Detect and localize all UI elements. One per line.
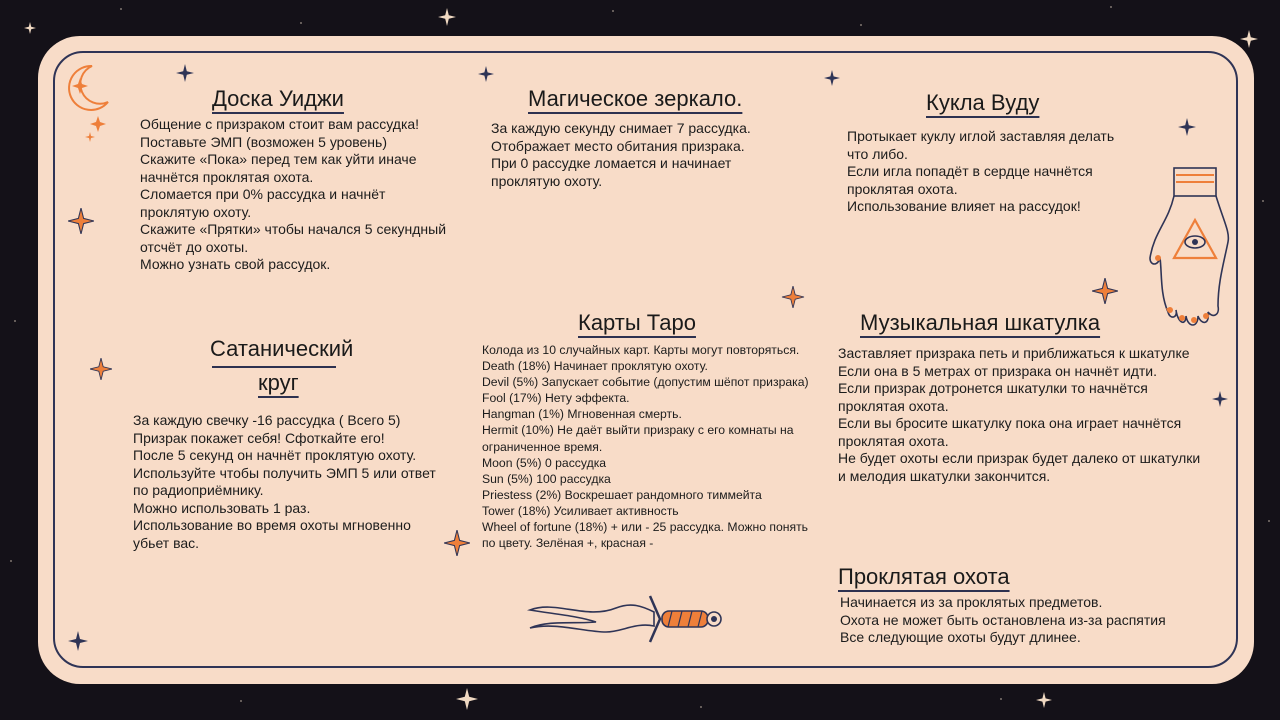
guide-card	[38, 36, 1254, 684]
tarot-line: Tower (18%) Усиливает активность	[482, 503, 679, 518]
cursed-hunt-title: Проклятая охота	[838, 564, 1010, 589]
musicbox-line: Заставляет призрака петь и приближаться к шкатулке	[838, 345, 1190, 361]
sparkle-icon	[1036, 692, 1052, 708]
tarot-line: Sun (5%) 100 рассудка	[482, 471, 611, 486]
musicbox-line: Если вы бросите шкатулку пока она играет начнётся	[838, 415, 1182, 431]
cursed-hunt-line: Начинается из за проклятых предметов.	[840, 594, 1103, 610]
musicbox-line: Не будет охоты если призрак будет далеко от шкатулки	[838, 450, 1201, 466]
circle-line: убьет вас.	[133, 534, 200, 551]
mirror-line: проклятую охоту.	[491, 172, 603, 189]
musicbox-line: проклятая охота.	[838, 432, 949, 449]
circle-line: Призрак покажет себя! Сфоткайте его!	[133, 429, 385, 446]
mirror-line: Отображает место обитания призрака.	[491, 137, 745, 154]
moon-icon	[62, 60, 118, 148]
circle-title-second: круг	[258, 370, 299, 395]
circle-text	[133, 412, 436, 552]
musicbox-line: проклятая охота.	[838, 397, 949, 414]
sparkle-icon	[478, 66, 494, 82]
voodoo-line: Использование влияет на рассудок!	[847, 198, 1081, 214]
cursed-hunt-line: Все следующие охоты будут длинее.	[840, 629, 1081, 645]
circle-line: Использование во время охоты мгновенно	[133, 517, 411, 533]
ouija-line: начнётся проклятая охота.	[140, 168, 314, 185]
circle-line: За каждую свечку -16 рассудка ( Всего 5)	[133, 412, 401, 428]
ouija-title: Доска Уиджи	[212, 86, 344, 111]
voodoo-text	[847, 128, 1114, 216]
tarot-line: Hermit (10%) Не даёт выйти призраку с его комнаты на	[482, 423, 794, 438]
sparkle-icon	[68, 208, 94, 234]
sparkle-icon	[90, 358, 112, 380]
sparkle-icon	[68, 630, 88, 652]
tarot-line: Death (18%) Начинает проклятую охоту.	[482, 359, 708, 374]
hand-eye-icon	[1146, 162, 1236, 334]
sparkle-icon	[780, 286, 806, 308]
ouija-line: Скажите «Прятки» чтобы начался 5 секундный	[140, 221, 447, 237]
ouija-line: Можно узнать свой рассудок.	[140, 256, 331, 272]
dagger-icon	[526, 592, 726, 646]
mirror-text	[491, 120, 751, 190]
sparkle-icon	[1092, 278, 1118, 304]
tarot-line: ограниченное время.	[482, 439, 603, 454]
sparkle-icon	[438, 8, 456, 26]
sparkle-icon	[456, 688, 478, 710]
tarot-line: Hangman (1%) Мгновенная смерть.	[482, 407, 682, 422]
mirror-title: Магическое зеркало.	[528, 86, 743, 111]
voodoo-title: Кукла Вуду	[926, 90, 1040, 115]
musicbox-text	[838, 345, 1200, 485]
ouija-text	[140, 116, 446, 274]
tarot-line: Fool (17%) Нету эффекта.	[482, 391, 630, 406]
tarot-line: по цвету. Зелёная +, красная -	[482, 536, 654, 551]
circle-line: по радиоприёмнику.	[133, 482, 264, 498]
tarot-line: Колода из 10 случайных карт. Карты могут повторяться.	[482, 343, 800, 357]
voodoo-line: что либо.	[847, 145, 908, 162]
tarot-line: Devil (5%) Запускает событие (допустим шёпот призрака)	[482, 375, 809, 390]
ouija-line: Скажите «Пока» перед тем как уйти иначе	[140, 151, 417, 167]
sparkle-icon	[1178, 118, 1196, 136]
tarot-line: Priestess (2%) Воскрешает рандомного тиммейта	[482, 487, 762, 502]
voodoo-line: проклятая охота.	[847, 180, 958, 197]
tarot-line: Moon (5%) 0 рассудка	[482, 455, 607, 470]
voodoo-line: Если игла попадёт в сердце начнётся	[847, 163, 1093, 179]
cursed-hunt-line: Охота не может быть остановлена из-за распятия	[840, 611, 1166, 628]
ouija-line: Сломается при 0% рассудка и начнёт	[140, 186, 386, 202]
sparkle-icon	[1212, 390, 1228, 408]
sparkle-icon	[1240, 30, 1258, 48]
ouija-line: Общение с призраком стоит вам рассудка!	[140, 116, 420, 132]
ouija-line: отсчёт до охоты.	[140, 238, 249, 255]
tarot-title: Карты Таро	[578, 310, 696, 335]
voodoo-line: Протыкает куклу иглой заставляя делать	[847, 128, 1115, 144]
musicbox-title: Музыкальная шкатулка	[860, 310, 1101, 335]
mirror-line: При 0 рассудке ломается и начинает	[491, 155, 732, 171]
tarot-line: Wheel of fortune (18%) + или - 25 рассудка. Можно понять	[482, 520, 809, 535]
ouija-line: Поставьте ЭМП (возможен 5 уровень)	[140, 133, 387, 150]
musicbox-line: Если она в 5 метрах от призрака он начнёт идти.	[838, 362, 1157, 379]
mirror-line: За каждую секунду снимает 7 рассудка.	[491, 120, 751, 136]
circle-line: Можно использовать 1 раз.	[133, 499, 311, 516]
musicbox-line: и мелодия шкатулки закончится.	[838, 467, 1051, 484]
tarot-text	[482, 342, 809, 551]
musicbox-line: Если призрак дотронется шкатулки то начнётся	[838, 380, 1148, 396]
circle-title: Сатанический	[210, 336, 354, 361]
circle-title-rule	[212, 366, 336, 368]
circle-line: После 5 секунд он начнёт проклятую охоту.	[133, 447, 417, 463]
sparkle-icon	[824, 70, 840, 86]
sparkle-icon	[24, 22, 36, 34]
sparkle-icon	[176, 64, 194, 82]
cursed-hunt-text	[840, 594, 1166, 647]
circle-line: Используйте чтобы получить ЭМП 5 или ответ	[133, 464, 436, 481]
sparkle-icon	[444, 530, 470, 556]
ouija-line: проклятую охоту.	[140, 203, 252, 220]
